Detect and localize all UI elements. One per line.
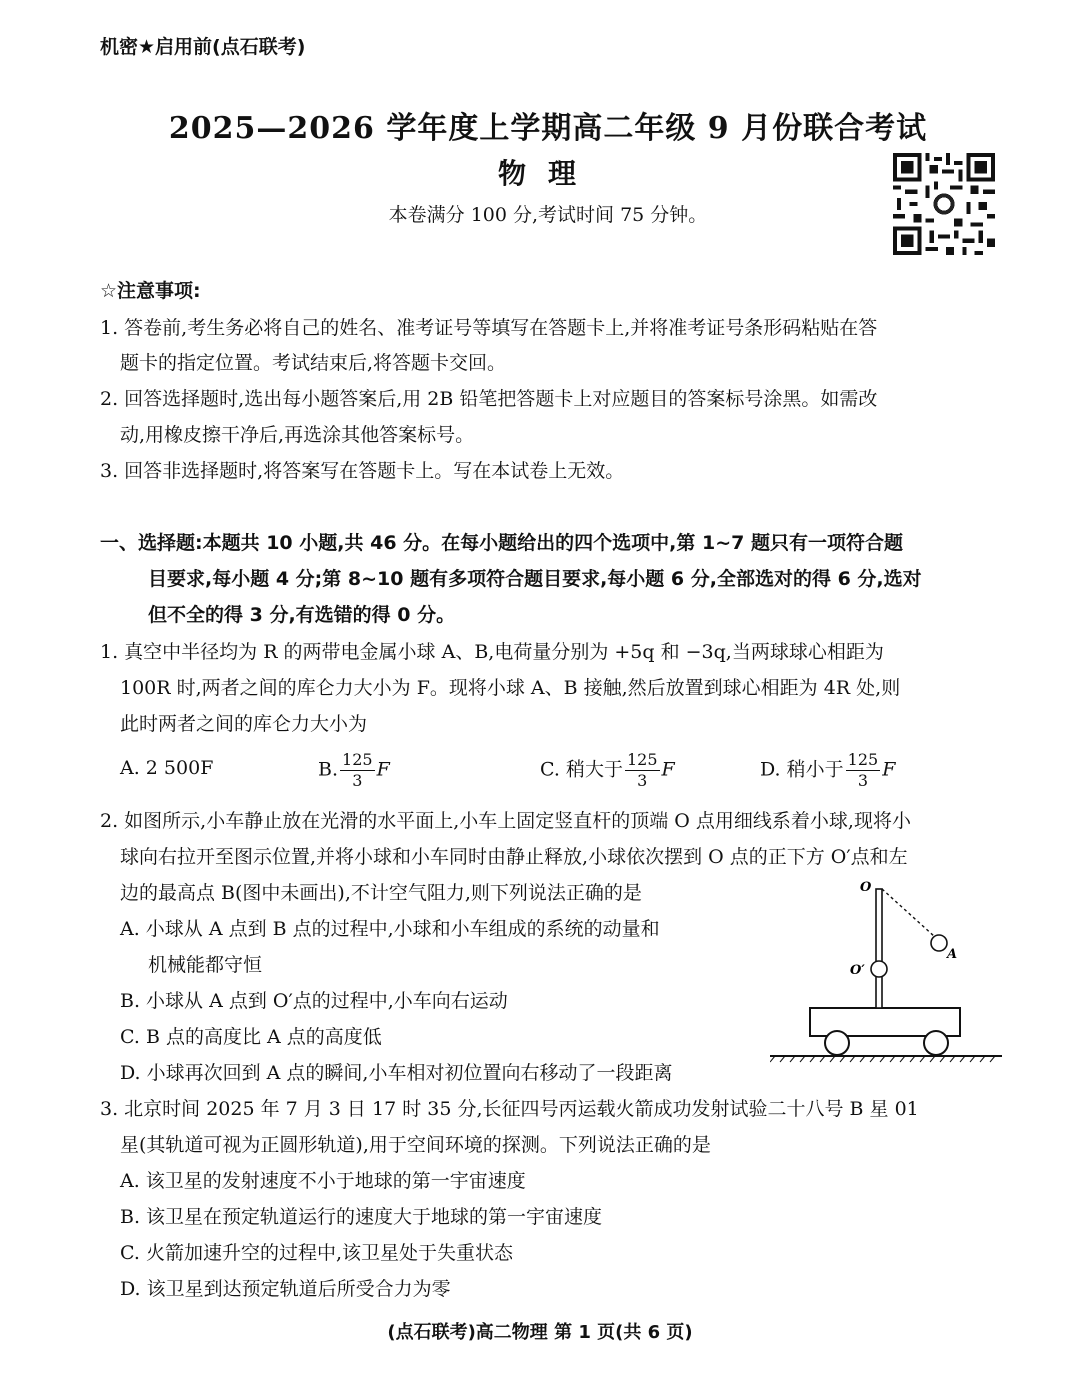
q3-option-d: D. 该卫星到达预定轨道后所受合力为零 <box>120 1278 451 1300</box>
frac-den: 3 <box>352 771 363 790</box>
q1-option-d-prefix: D. 稍小于 <box>760 758 844 781</box>
ball-a <box>931 935 947 951</box>
q3-option-c: C. 火箭加速升空的过程中,该卫星处于失重状态 <box>120 1242 513 1264</box>
string <box>882 889 935 937</box>
frac-suffix: F <box>661 758 675 781</box>
section-1-line-3: 但不全的得 3 分,有选错的得 0 分。 <box>148 604 456 626</box>
cart-wheel-right <box>924 1031 948 1055</box>
q1-option-a: A. 2 500F <box>120 757 214 779</box>
q1-option-d <box>760 752 895 789</box>
frac-suffix: F <box>376 758 390 781</box>
q3-line-1: 3. 北京时间 2025 年 7 月 3 日 17 时 35 分,长征四号丙运载火箭成功发射试验二十八号 B 星 01 <box>100 1098 919 1120</box>
notice-title: ☆注意事项: <box>100 280 201 302</box>
q2-option-d: D. 小球再次回到 A 点的瞬间,小车相对初位置向右移动了一段距离 <box>120 1062 673 1084</box>
q2-option-a-line-1: A. 小球从 A 点到 B 点的过程中,小球和小车组成的系统的动量和 <box>120 918 660 940</box>
notice-item-2-line-2: 动,用橡皮擦干净后,再选涂其他答案标号。 <box>120 424 475 446</box>
q1-line-1: 1. 真空中半径均为 R 的两带电金属小球 A、B,电荷量分别为 +5q 和 −3q,当两球球心相距为 <box>100 641 884 663</box>
frac-suffix: F <box>882 758 896 781</box>
q2-line-3: 边的最高点 B(图中未画出),不计空气阻力,则下列说法正确的是 <box>120 882 642 904</box>
frac-den: 3 <box>637 771 648 790</box>
section-1-line-1: 一、选择题:本题共 10 小题,共 46 分。在每小题给出的四个选项中,第 1~7 题只有一项符合题 <box>100 532 903 554</box>
q3-line-2: 星(其轨道可视为正圆形轨道),用于空间环境的探测。下列说法正确的是 <box>120 1134 711 1156</box>
confidential-header: 机密★启用前(点石联考) <box>100 36 306 58</box>
ball-o-prime <box>871 961 887 977</box>
q3-option-b: B. 该卫星在预定轨道运行的速度大于地球的第一宇宙速度 <box>120 1206 603 1228</box>
q1-option-c-prefix: C. 稍大于 <box>540 758 623 781</box>
label-a: A <box>947 947 958 962</box>
q1-line-3: 此时两者之间的库仑力大小为 <box>120 713 368 735</box>
cart-wheel-left <box>825 1031 849 1055</box>
section-1-line-2: 目要求,每小题 4 分;第 8~10 题有多项符合题目要求,每小题 6 分,全部选对的得 6 分,选对 <box>148 568 922 590</box>
q1-option-b-fraction <box>340 752 375 789</box>
q1-option-c <box>540 752 675 789</box>
notice-item-1-line-1: 1. 答卷前,考生务必将自己的姓名、准考证号等填写在答题卡上,并将准考证号条形码粘贴在答 <box>100 317 878 339</box>
exam-subject: 物理 <box>497 157 598 190</box>
notice-item-2-line-1: 2. 回答选择题时,选出每小题答案后,用 2B 铅笔把答题卡上对应题目的答案标号涂黑。如需改 <box>100 388 878 410</box>
q2-option-c: C. B 点的高度比 A 点的高度低 <box>120 1026 382 1048</box>
q3-option-a: A. 该卫星的发射速度不小于地球的第一宇宙速度 <box>120 1170 526 1192</box>
label-o: O <box>860 880 872 895</box>
pendulum-cart-figure <box>770 875 1010 1070</box>
frac-num: 125 <box>847 750 879 769</box>
q2-option-b: B. 小球从 A 点到 O′点的过程中,小车向右运动 <box>120 990 508 1012</box>
exam-title: 2025—2026 学年度上学期高二年级 9 月份联合考试 <box>168 111 928 146</box>
frac-num: 125 <box>342 750 373 769</box>
qr-code <box>893 153 995 255</box>
q1-option-b-prefix: B. <box>318 758 339 781</box>
notice-item-3: 3. 回答非选择题时,将答案写在答题卡上。写在本试卷上无效。 <box>100 460 625 482</box>
vertical-rod <box>876 889 882 1008</box>
score-info: 本卷满分 100 分,考试时间 75 分钟。 <box>388 204 708 226</box>
q1-option-c-fraction <box>625 752 660 789</box>
q1-option-b <box>318 752 390 789</box>
q2-line-1: 2. 如图所示,小车静止放在光滑的水平面上,小车上固定竖直杆的顶端 O 点用细线系着小球,现将小 <box>100 810 911 832</box>
q1-option-d-fraction <box>846 752 881 789</box>
q2-line-2: 球向右拉开至图示位置,并将小球和小车同时由静止释放,小球依次摆到 O 点的正下方 O′点和左 <box>120 846 908 868</box>
q1-line-2: 100R 时,两者之间的库仑力大小为 F。现将小球 A、B 接触,然后放置到球心相距为 4R 处,则 <box>120 677 901 699</box>
frac-num: 125 <box>626 750 658 769</box>
frac-den: 3 <box>857 771 868 790</box>
label-o-prime: O′ <box>850 963 865 978</box>
q2-option-a-line-2: 机械能都守恒 <box>148 954 263 976</box>
notice-item-1-line-2: 题卡的指定位置。考试结束后,将答题卡交回。 <box>120 352 507 374</box>
page-footer: (点石联考)高二物理 第 1 页(共 6 页) <box>387 1322 693 1343</box>
